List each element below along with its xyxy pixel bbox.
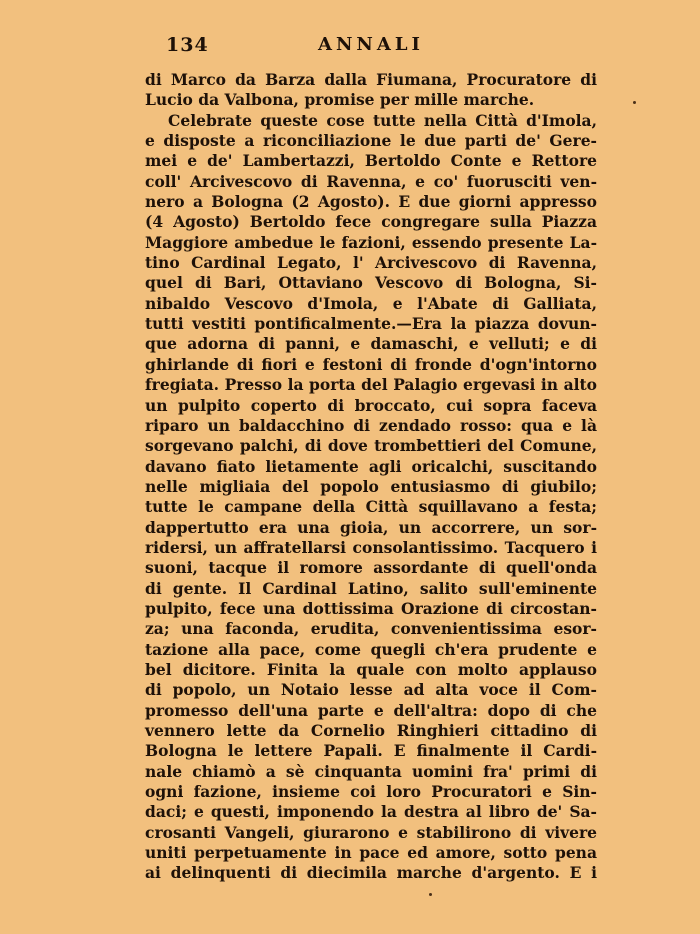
text-line: ridersi, un affratellarsi consolantissimo. Tacquero i [145,537,597,557]
text-line: nale chiamò a sè cinquanta uomini fra' primi di [145,761,597,781]
text-line: di gente. Il Cardinal Latino, salito sull'eminente [145,578,597,598]
text-line: (4 Agosto) Bertoldo fece congregare sulla Piazza [145,212,597,232]
text-line: quel di Bari, Ottaviano Vescovo di Bologna, Si- [145,273,597,293]
body-text [145,70,597,884]
text-line: tutti vestiti pontificalmente.—Era la piazza dovun- [145,314,597,334]
text-line: daci; e questi, imponendo la destra al libro de' Sa- [145,802,597,822]
text-line: dappertutto era una gioia, un accorrere, un sor- [145,517,597,537]
running-head: ANNALI [318,34,424,55]
text-line: riparo un baldacchino di zendado rosso: qua e là [145,415,597,435]
text-line: mei e de' Lambertazzi, Bertoldo Conte e Rettore [145,151,597,171]
text-line: uniti perpetuamente in pace ed amore, sotto pena [145,843,597,863]
text-line: nelle migliaia del popolo entusiasmo di giubilo; [145,476,597,496]
text-line: vennero lette da Cornelio Ringhieri cittadino di [145,721,597,740]
text-line: di Marco da Barza dalla Fiumana, Procuratore di [145,70,597,89]
text-line: pulpito, fece una dottissima Orazione di circostan- [145,598,597,618]
text-line: nero a Bologna (2 Agosto). E due giorni appresso [145,192,597,212]
text-line: bel dicitore. Finita la quale con molto applauso [145,659,597,679]
text-line: Bologna le lettere Papali. E finalmente il Cardi- [145,741,597,761]
text-line: di popolo, un Notaio lesse ad alta voce il Com- [145,680,597,700]
text-line: tutte le campane della Città squillavano a festa; [145,497,597,517]
text-line: ai delinquenti di diecimila marche d'argento. E i [145,863,597,883]
text-line: nibaldo Vescovo d'Imola, e l'Abate di Galliata, [145,293,597,313]
text-line: coll' Arcivescovo di Ravenna, e co' fuorusciti ven- [145,171,597,191]
text-line: tazione alla pace, come quegli ch'era prudente e [145,639,597,659]
text-line: ogni fazione, insieme coi loro Procuratori e Sin- [145,782,597,802]
text-line: un pulpito coperto di broccato, cui sopra faceva [145,395,597,415]
text-line: fregiata. Presso la porta del Palagio ergevasi in alto [145,375,597,395]
text-line: crosanti Vangeli, giurarono e stabilirono di vivere [145,822,597,842]
text-line: Celebrate queste cose tutte nella Città d'Imola, [168,110,597,130]
text-line: promesso dell'una parte e dell'altra: dopo di che [145,700,597,720]
page-header [0,34,700,58]
text-line: Lucio da Valbona, promise per mille marche. [145,90,535,110]
page-number: 134 [166,34,209,56]
paper-speck [633,101,636,104]
text-line: tino Cardinal Legato, l' Arcivescovo di Ravenna, [145,253,597,273]
paper-speck [429,893,432,896]
text-line: ghirlande di fiori e festoni di fronde d'ogn'intorno [145,354,597,374]
text-line: e disposte a riconciliazione le due parti de' Gere- [145,131,597,151]
text-line: sorgevano palchi, di dove trombettieri del Comune, [145,436,597,456]
text-line: que adorna di panni, e damaschi, e velluti; e di [145,334,597,354]
text-line: davano fiato lietamente agli oricalchi, suscitando [145,456,597,476]
text-line: Maggiore ambedue le fazioni, essendo presente La- [145,232,597,252]
text-line: suoni, tacque il romore assordante di quell'onda [145,558,597,578]
text-line: za; una faconda, erudita, convenientissima esor- [145,619,597,639]
